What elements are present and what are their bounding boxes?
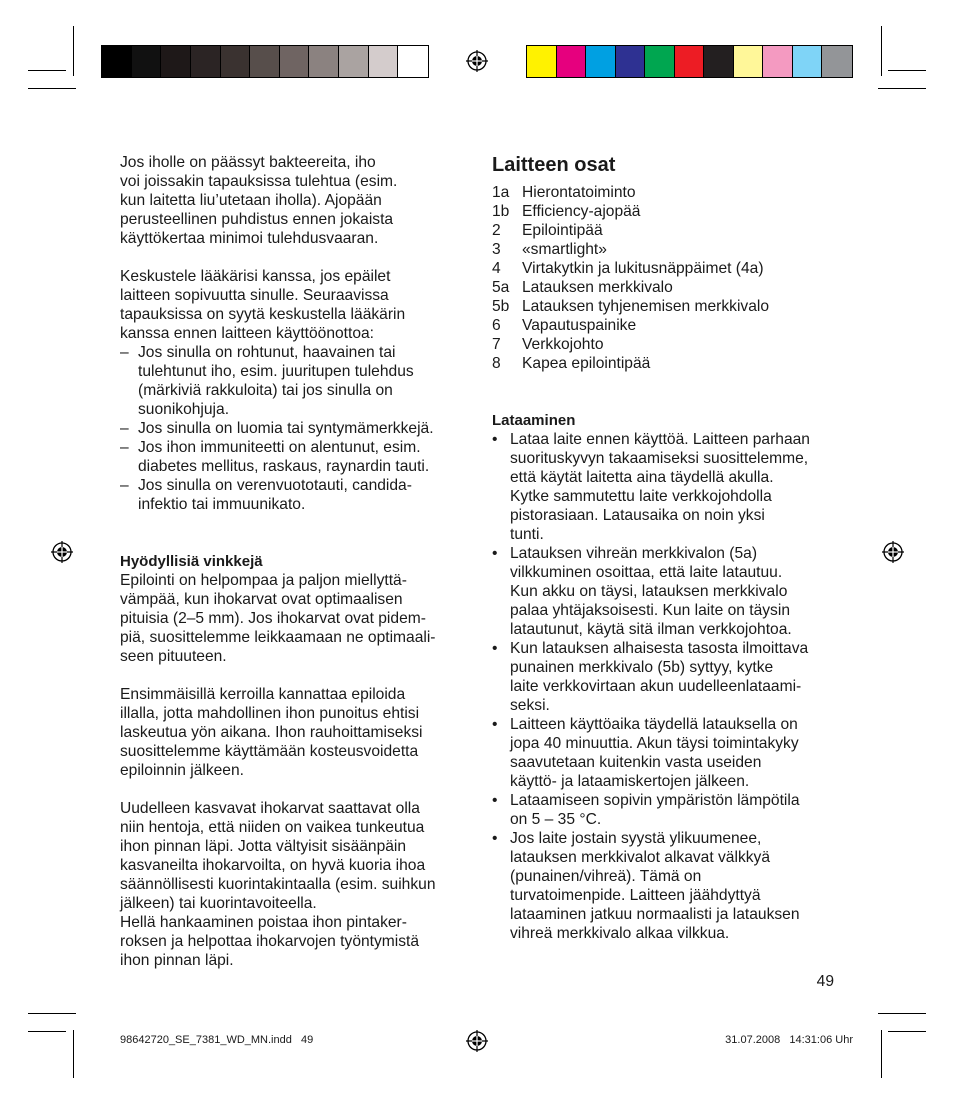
list-item (120, 438, 470, 476)
list-item-text (138, 419, 470, 438)
part-number: 7 (492, 336, 501, 353)
part-label: Kapea epilointipää (522, 355, 651, 372)
text-line: säännöllisesti kuorintakintaalla (esim. suihkun (120, 876, 436, 893)
color-swatch (221, 46, 251, 77)
text-line: (märkiviä rakkuloita) tai jos sinulla on (138, 382, 393, 399)
registration-crosshair-icon (51, 541, 73, 563)
text-line: laite verkkovirtaan akun uudelleenlataami- (510, 678, 802, 695)
text-line: turvatoimenpide. Laitteen jäähdyttyä (510, 887, 761, 904)
text-line: epiloinnin jälkeen. (120, 762, 244, 779)
charging-bullet-list (492, 430, 842, 943)
crop-mark (28, 70, 66, 71)
list-item (492, 544, 842, 639)
text-line: vilkkuminen osoittaa, että laite latautuu. (510, 564, 783, 581)
text-line: vihreä merkkivalo alkaa vilkkua. (510, 925, 730, 942)
text-line: punainen merkkivalo (5b) syttyy, kytke (510, 659, 774, 676)
list-item (492, 430, 842, 544)
crop-mark (28, 1031, 66, 1032)
text-line: vämpää, kun ihokarvat ovat optimaalisen (120, 591, 403, 608)
list-item (492, 715, 842, 791)
footer-file-info: 98642720_SE_7381_WD_MN.indd 49 (120, 1034, 314, 1046)
part-label: Latauksen merkkivalo (522, 279, 673, 296)
part-number: 4 (492, 260, 501, 277)
part-number: 5b (492, 298, 510, 315)
part-label: Virtakytkin ja lukitusnäppäimet (4a) (522, 260, 764, 277)
list-item-text (510, 430, 842, 544)
part-label: Latauksen tyhjenemisen merkkivalo (522, 298, 770, 315)
text-line: voi joissakin tapauksissa tulehtua (esim. (120, 173, 398, 190)
text-line: piä, suosittelemme leikkaamaan ne optimaali- (120, 629, 436, 646)
list-item-text (138, 476, 470, 514)
text-line: saavutetaan kuitenkin vasta useiden (510, 754, 762, 771)
bullet-marker: • (492, 545, 498, 562)
parts-list (492, 183, 842, 373)
text-line: laskeutua yön aikana. Ihon rauhoittamiseksi (120, 724, 423, 741)
bullet-marker: • (492, 792, 498, 809)
part-number: 5a (492, 279, 510, 296)
text-line: tulehtunut iho, esim. juuritupen tulehdus (138, 363, 414, 380)
color-swatch (793, 46, 823, 77)
text-line: Jos sinulla on verenvuototauti, candida- (138, 477, 412, 494)
text-line: palaa yhtäjaksoisesti. Kun laite on täysin (510, 602, 790, 619)
crop-mark (888, 70, 926, 71)
left-column (120, 153, 470, 970)
color-swatch (250, 46, 280, 77)
text-line: suosittelemme käyttämään kosteusvoidetta (120, 743, 419, 760)
list-item (120, 343, 470, 419)
color-swatch (339, 46, 369, 77)
color-swatch (280, 46, 310, 77)
text-line: Kytke sammutettu laite verkkojohdolla (510, 488, 772, 505)
text-line: käyttökertaa minimoi tulehdusvaaran. (120, 230, 379, 247)
ingrown-hair-paragraph (120, 799, 470, 970)
list-item (120, 419, 470, 438)
part-number: 8 (492, 355, 501, 372)
text-line: suonikohjuja. (138, 401, 230, 418)
list-item-text (510, 715, 842, 791)
text-line: Jos ihon immuniteetti on alentunut, esim. (138, 439, 421, 456)
list-item (120, 476, 470, 514)
part-label: «smartlight» (522, 241, 607, 258)
text-line: suorituskyvyn takaamiseksi suosittelemme, (510, 450, 809, 467)
text-line: infektio tai immuunikato. (138, 496, 306, 513)
list-item-text (510, 791, 842, 829)
color-swatch (161, 46, 191, 77)
consult-doctor-paragraph (120, 267, 470, 343)
tips-heading: Hyödyllisiä vinkkejä (120, 553, 263, 570)
part-label: Verkkojohto (522, 336, 604, 353)
color-swatch (369, 46, 399, 77)
page-number: 49 (816, 973, 834, 990)
text-line: Lataamiseen sopivin ympäristön lämpötila (510, 792, 800, 809)
dash-marker: – (120, 439, 129, 456)
contraindication-list (120, 343, 470, 514)
text-line: käyttö- ja lataamiskertojen jälkeen. (510, 773, 750, 790)
color-swatch (704, 46, 734, 77)
text-line: Latauksen vihreän merkkivalon (5a) (510, 545, 758, 562)
grayscale-color-bar (101, 45, 429, 78)
color-swatch (132, 46, 162, 77)
color-swatch (102, 46, 132, 77)
dash-marker: – (120, 344, 129, 361)
color-swatch (557, 46, 587, 77)
list-item-text (510, 639, 842, 715)
text-line: Jos laite jostain syystä ylikuumenee, (510, 830, 762, 847)
text-line: Jos sinulla on luomia tai syntymämerkkejä. (138, 420, 434, 437)
part-label: Hierontatoiminto (522, 184, 636, 201)
text-line: pistorasiaan. Latausaika on noin yksi (510, 507, 765, 524)
text-line: Lataa laite ennen käyttöä. Laitteen parhaan (510, 431, 810, 448)
registration-crosshair-icon (466, 50, 488, 72)
part-number: 2 (492, 222, 501, 239)
text-line: Jos iholle on päässyt bakteereita, iho (120, 154, 376, 171)
part-label: Epilointipää (522, 222, 603, 239)
text-line: Uudelleen kasvavat ihokarvat saattavat olla (120, 800, 420, 817)
crop-mark (73, 26, 74, 76)
color-swatch (191, 46, 221, 77)
text-line: seen pituuteen. (120, 648, 227, 665)
crop-mark (28, 1013, 76, 1014)
color-swatch (586, 46, 616, 77)
text-line: latauksen merkkivalot alkavat välkkyä (510, 849, 771, 866)
evening-epilation-paragraph (120, 685, 470, 780)
part-label: Efficiency-ajopää (522, 203, 641, 220)
text-line: perusteellinen puhdistus ennen jokaista (120, 211, 394, 228)
text-line: illalla, jotta mahdollinen ihon punoitus ehtisi (120, 705, 420, 722)
hair-length-paragraph (120, 571, 470, 666)
text-line: Hellä hankaaminen poistaa ihon pintaker- (120, 914, 407, 931)
crop-mark (888, 1031, 926, 1032)
infection-paragraph (120, 153, 470, 248)
text-line: ihon pinnan läpi. Jotta vältyisit sisäänpäin (120, 838, 407, 855)
text-line: seksi. (510, 697, 550, 714)
crop-mark (881, 26, 882, 76)
text-line: latautunut, käytä sitä ilman verkkojohtoa. (510, 621, 792, 638)
crop-mark (881, 1030, 882, 1078)
text-line: ihon pinnan läpi. (120, 952, 234, 969)
text-line: roksen ja helpottaa ihokarvojen työntymistä (120, 933, 420, 950)
text-line: Keskustele lääkärisi kanssa, jos epäilet (120, 268, 391, 285)
part-number: 1b (492, 203, 510, 220)
text-line: Kun latauksen alhaisesta tasosta ilmoittava (510, 640, 809, 657)
list-item-text (510, 544, 842, 639)
text-line: kasvaneilta ihokarvoilta, on hyvä kuoria ihoa (120, 857, 426, 874)
bullet-marker: • (492, 431, 498, 448)
color-swatch (309, 46, 339, 77)
color-swatch (763, 46, 793, 77)
text-line: tunti. (510, 526, 544, 543)
color-swatch (734, 46, 764, 77)
text-line: lataaminen jatkuu normaalisti ja latauksen (510, 906, 800, 923)
registration-crosshair-icon (882, 541, 904, 563)
text-line: jälkeen) tai kuorintavoiteella. (120, 895, 317, 912)
crop-mark (878, 1013, 926, 1014)
crop-mark (878, 88, 926, 89)
list-item (492, 639, 842, 715)
list-item (492, 791, 842, 829)
list-item-text (510, 829, 842, 943)
text-line: Epilointi on helpompaa ja paljon miellyttä- (120, 572, 407, 589)
process-color-bar (526, 45, 853, 78)
text-line: jopa 40 minuuttia. Akun täysi toimintakyky (510, 735, 799, 752)
crop-mark (28, 88, 76, 89)
text-line: (punainen/vihreä). Tämä on (510, 868, 702, 885)
right-column (492, 153, 842, 943)
section-title: Laitteen osat (492, 154, 616, 176)
part-number: 3 (492, 241, 501, 258)
footer-timestamp: 31.07.2008 14:31:06 Uhr (725, 1034, 853, 1046)
charging-heading: Lataaminen (492, 412, 576, 429)
text-line: Jos sinulla on rohtunut, haavainen tai (138, 344, 396, 361)
color-swatch (398, 46, 428, 77)
color-swatch (675, 46, 705, 77)
part-label: Vapautuspainike (522, 317, 637, 334)
color-swatch (616, 46, 646, 77)
crop-mark (73, 1030, 74, 1078)
bullet-marker: • (492, 716, 498, 733)
text-line: diabetes mellitus, raskaus, raynardin tauti. (138, 458, 430, 475)
text-line: kanssa ennen laitteen käyttöönottoa: (120, 325, 375, 342)
dash-marker: – (120, 420, 129, 437)
text-line: on 5 – 35 °C. (510, 811, 602, 828)
text-line: Ensimmäisillä kerroilla kannattaa epiloida (120, 686, 406, 703)
registration-crosshair-icon (466, 1030, 488, 1052)
text-line: tapauksissa on syytä keskustella lääkärin (120, 306, 406, 323)
color-swatch (645, 46, 675, 77)
bullet-marker: • (492, 640, 498, 657)
text-line: Kun akku on täysi, latauksen merkkivalo (510, 583, 788, 600)
list-item-text (138, 438, 470, 476)
part-number: 6 (492, 317, 501, 334)
list-item (492, 829, 842, 943)
text-line: pituisia (2–5 mm). Jos ihokarvat ovat pidem- (120, 610, 426, 627)
color-swatch (822, 46, 852, 77)
text-line: että käytät laitetta aina täydellä akulla. (510, 469, 774, 486)
text-line: laitteen sopivuutta sinulle. Seuraavissa (120, 287, 389, 304)
text-line: Laitteen käyttöaika täydellä latauksella on (510, 716, 798, 733)
list-item-text (138, 343, 470, 419)
bullet-marker: • (492, 830, 498, 847)
dash-marker: – (120, 477, 129, 494)
text-line: niin hentoja, että niiden on vaikea tunkeutua (120, 819, 425, 836)
color-swatch (527, 46, 557, 77)
text-line: kun laitetta liu’utetaan iholla). Ajopään (120, 192, 382, 209)
part-number: 1a (492, 184, 510, 201)
